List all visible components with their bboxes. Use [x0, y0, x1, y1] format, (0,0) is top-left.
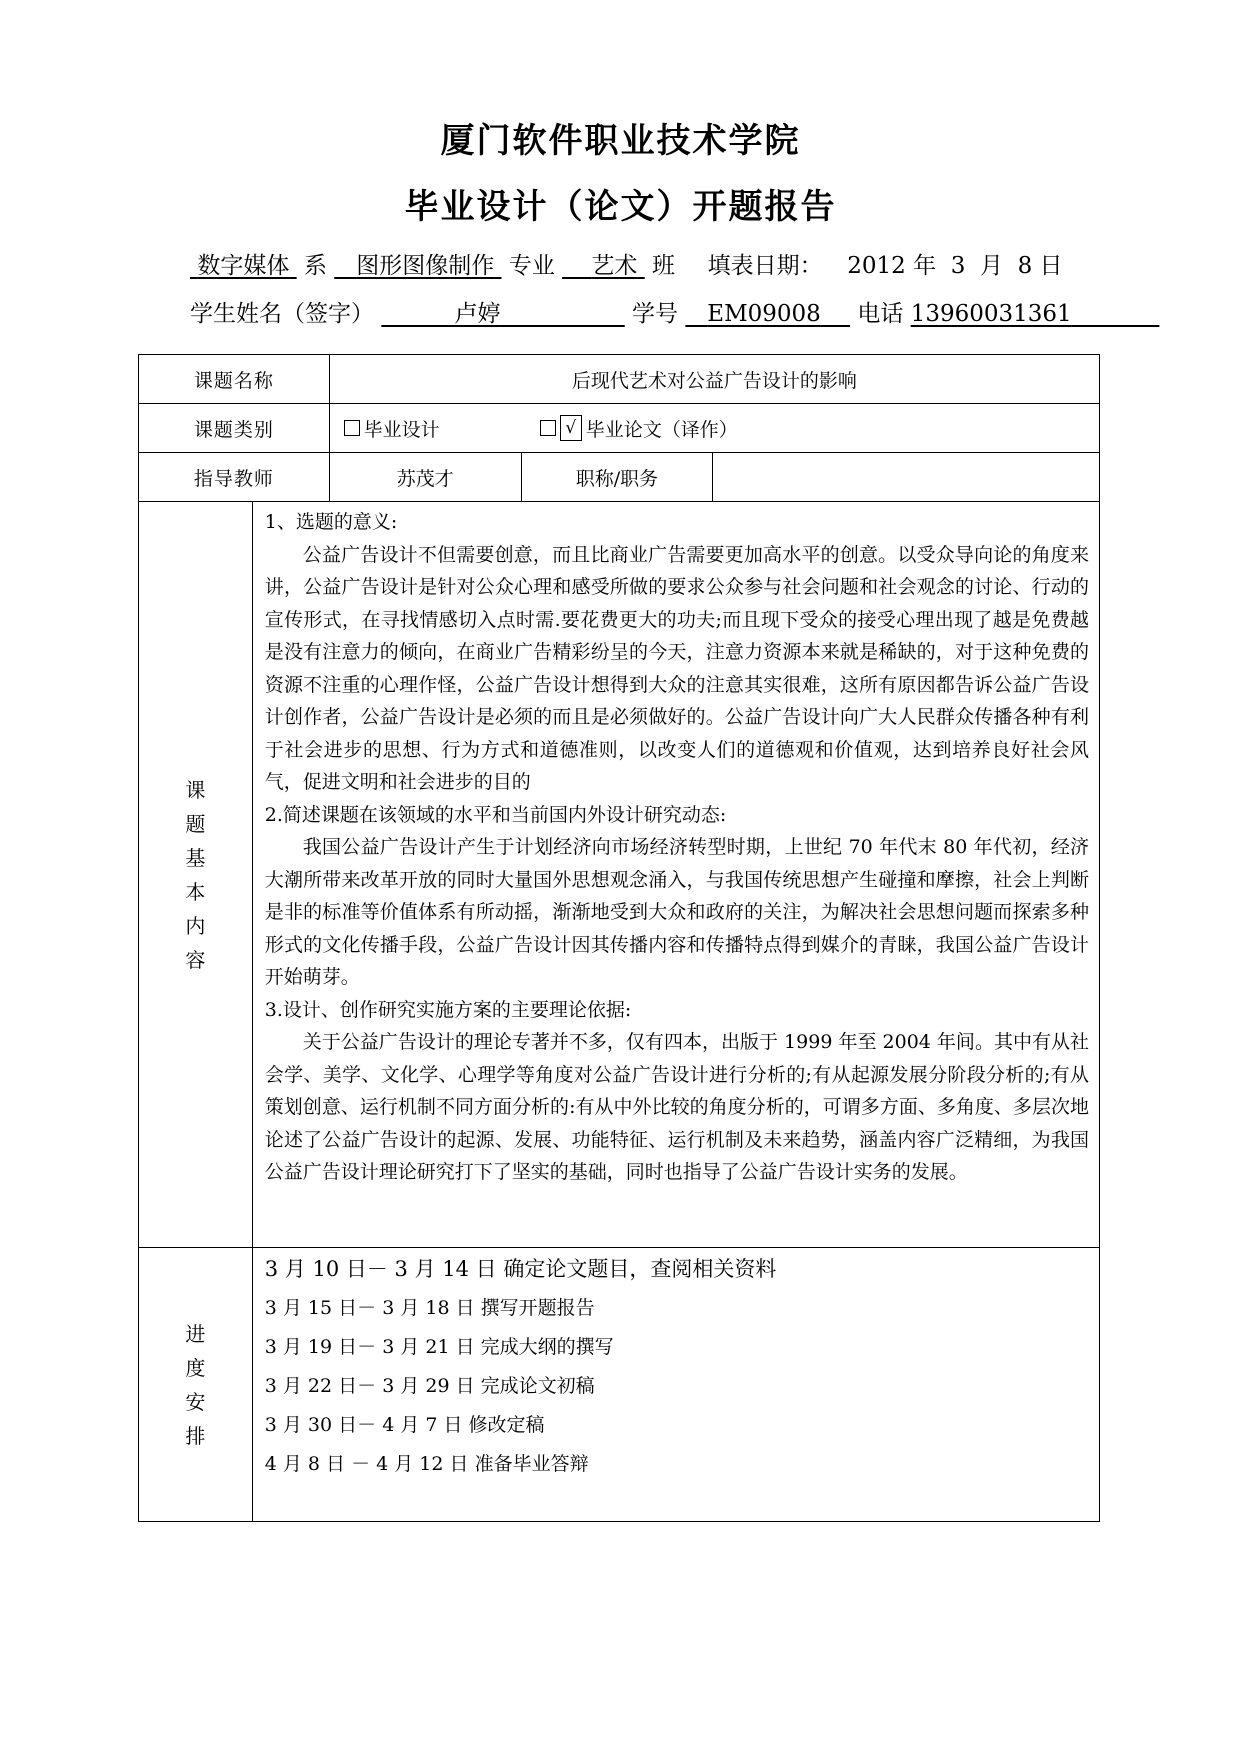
topic-value: 后现代艺术对公益广告设计的影响	[329, 355, 1099, 404]
student-id-label: 学号	[632, 301, 679, 327]
advisor-row	[139, 453, 1100, 502]
info-line-student	[190, 298, 1159, 330]
phone-label: 电话	[857, 301, 904, 327]
schedule-item: 3 月 19 日－ 3 月 21 日 完成大纲的撰写	[264, 1336, 614, 1358]
phone-value: 13960031361	[910, 301, 1072, 327]
major-suffix: 专业	[508, 253, 555, 279]
schedule-row	[139, 1248, 1100, 1522]
graduation-thesis-option[interactable]: √ 毕业论文（译作）	[540, 415, 738, 442]
advisor-label: 指导教师	[139, 453, 330, 502]
checkbox-icon[interactable]	[540, 420, 556, 436]
student-name-value: 卢婷	[454, 301, 501, 327]
topic-label: 课题名称	[139, 355, 330, 404]
type-options	[329, 404, 1099, 453]
section-paragraph-3: 关于公益广告设计的理论专著并不多，仅有四本，出版于 1999 年至 2004 年间。其中有从社会学、美学、文化学、心理学等角度对公益广告设计进行分析的;有从起源发展分阶段分析的;有从策划创意、运行机制不同方面分析的:有从中外比较的角度分析的，可谓多方面、多角度、多层次地论述了公益广告设计的起源、发展、功能特征、运行机制及未来趋势，涵盖内容广泛精细，为我国公益广告设计理论研究打下了坚实的基础，同时也指导了公益广告设计实务的发展。	[264, 1031, 1089, 1183]
schedule-item: 4 月 8 日 － 4 月 12 日 准备毕业答辩	[264, 1453, 589, 1475]
info-line-department	[190, 250, 1063, 282]
topic-row	[139, 355, 1100, 404]
graduation-design-option[interactable]: 毕业设计	[344, 415, 440, 442]
department-value: 数字媒体	[197, 253, 290, 279]
checkmark-icon: √	[560, 415, 582, 441]
department-suffix: 系	[303, 253, 327, 279]
content-row	[139, 502, 1100, 1248]
date-value: 2012 年 3 月 8 日	[847, 253, 1063, 279]
advisor-value: 苏茂才	[329, 453, 521, 502]
section-paragraph-2: 我国公益广告设计产生于计划经济向市场经济转型时期，上世纪 70 年代末 80 年代初，经济大潮所带来改革开放的同时大量国外思想观念涌入，与我国传统思想产生碰撞和摩擦，社会上判断是非的标准等价值体系有所动摇，渐渐地受到大众和政府的关注，为解决社会思想问题而探索多种形式的文化传播手段，公益广告设计因其传播内容和传播特点得到媒介的青睐，我国公益广告设计开始萌芽。	[264, 836, 1089, 988]
student-id-value: EM09008	[707, 301, 821, 327]
schedule-item: 3 月 15 日－ 3 月 18 日 撰写开题报告	[264, 1297, 595, 1319]
type-row	[139, 404, 1100, 453]
schedule-item: 3 月 10 日－ 3 月 14 日 确定论文题目，查阅相关资料	[264, 1257, 777, 1281]
section-heading-1: 1、选题的意义:	[264, 511, 398, 533]
class-suffix: 班	[652, 253, 675, 279]
section-paragraph-1: 公益广告设计不但需要创意，而且比商业广告需要更加高水平的创意。以受众导向论的角度来讲，公益广告设计是针对公众心理和感受所做的要求公众参与社会问题和社会观念的讨论、行动的宣传形式，在寻找情感切入点时需.要花费更大的功夫;而且现下受众的接受心理出现了越是免费越是没有注意力的倾向，在商业广告精彩纷呈的今天，注意力资源本来就是稀缺的，对于这种免费的资源不注重的心理作怪，公益广告设计想得到大众的注意其实很难，这所有原因都告诉公益广告设计创作者，公益广告设计是必须的而且是必须做好的。公益广告设计向广大人民群众传播各种有利于社会进步的思想、行为方式和道德准则，以改变人们的道德观和价值观，达到培养良好社会风气，促进文明和社会进步的目的	[264, 543, 1089, 793]
checkbox-icon[interactable]	[344, 420, 360, 436]
title-value	[713, 453, 1100, 502]
section-heading-2: 2.简述课题在该领域的水平和当前国内外设计研究动态:	[264, 803, 727, 826]
schedule-body	[252, 1248, 1099, 1522]
schedule-label: 进 度 安 排	[139, 1248, 253, 1522]
report-title: 毕业设计（论文）开题报告	[404, 187, 837, 227]
class-value: 艺术	[591, 253, 638, 279]
content-body	[252, 502, 1099, 1248]
type-label: 课题类别	[139, 404, 330, 453]
schedule-item: 3 月 30 日－ 4 月 7 日 修改定稿	[264, 1414, 545, 1436]
date-label: 填表日期：	[707, 253, 823, 279]
student-label: 学生姓名（签字）	[190, 301, 374, 327]
school-name: 厦门软件职业技术学院	[440, 121, 801, 161]
proposal-table	[138, 354, 1100, 1522]
section-heading-3: 3.设计、创作研究实施方案的主要理论依据:	[264, 998, 632, 1021]
schedule-item: 3 月 22 日－ 3 月 29 日 完成论文初稿	[264, 1375, 595, 1397]
content-label: 课 题 基 本 内 容	[139, 502, 253, 1248]
title-label: 职称/职务	[521, 453, 713, 502]
major-value: 图形图像制作	[356, 253, 495, 279]
